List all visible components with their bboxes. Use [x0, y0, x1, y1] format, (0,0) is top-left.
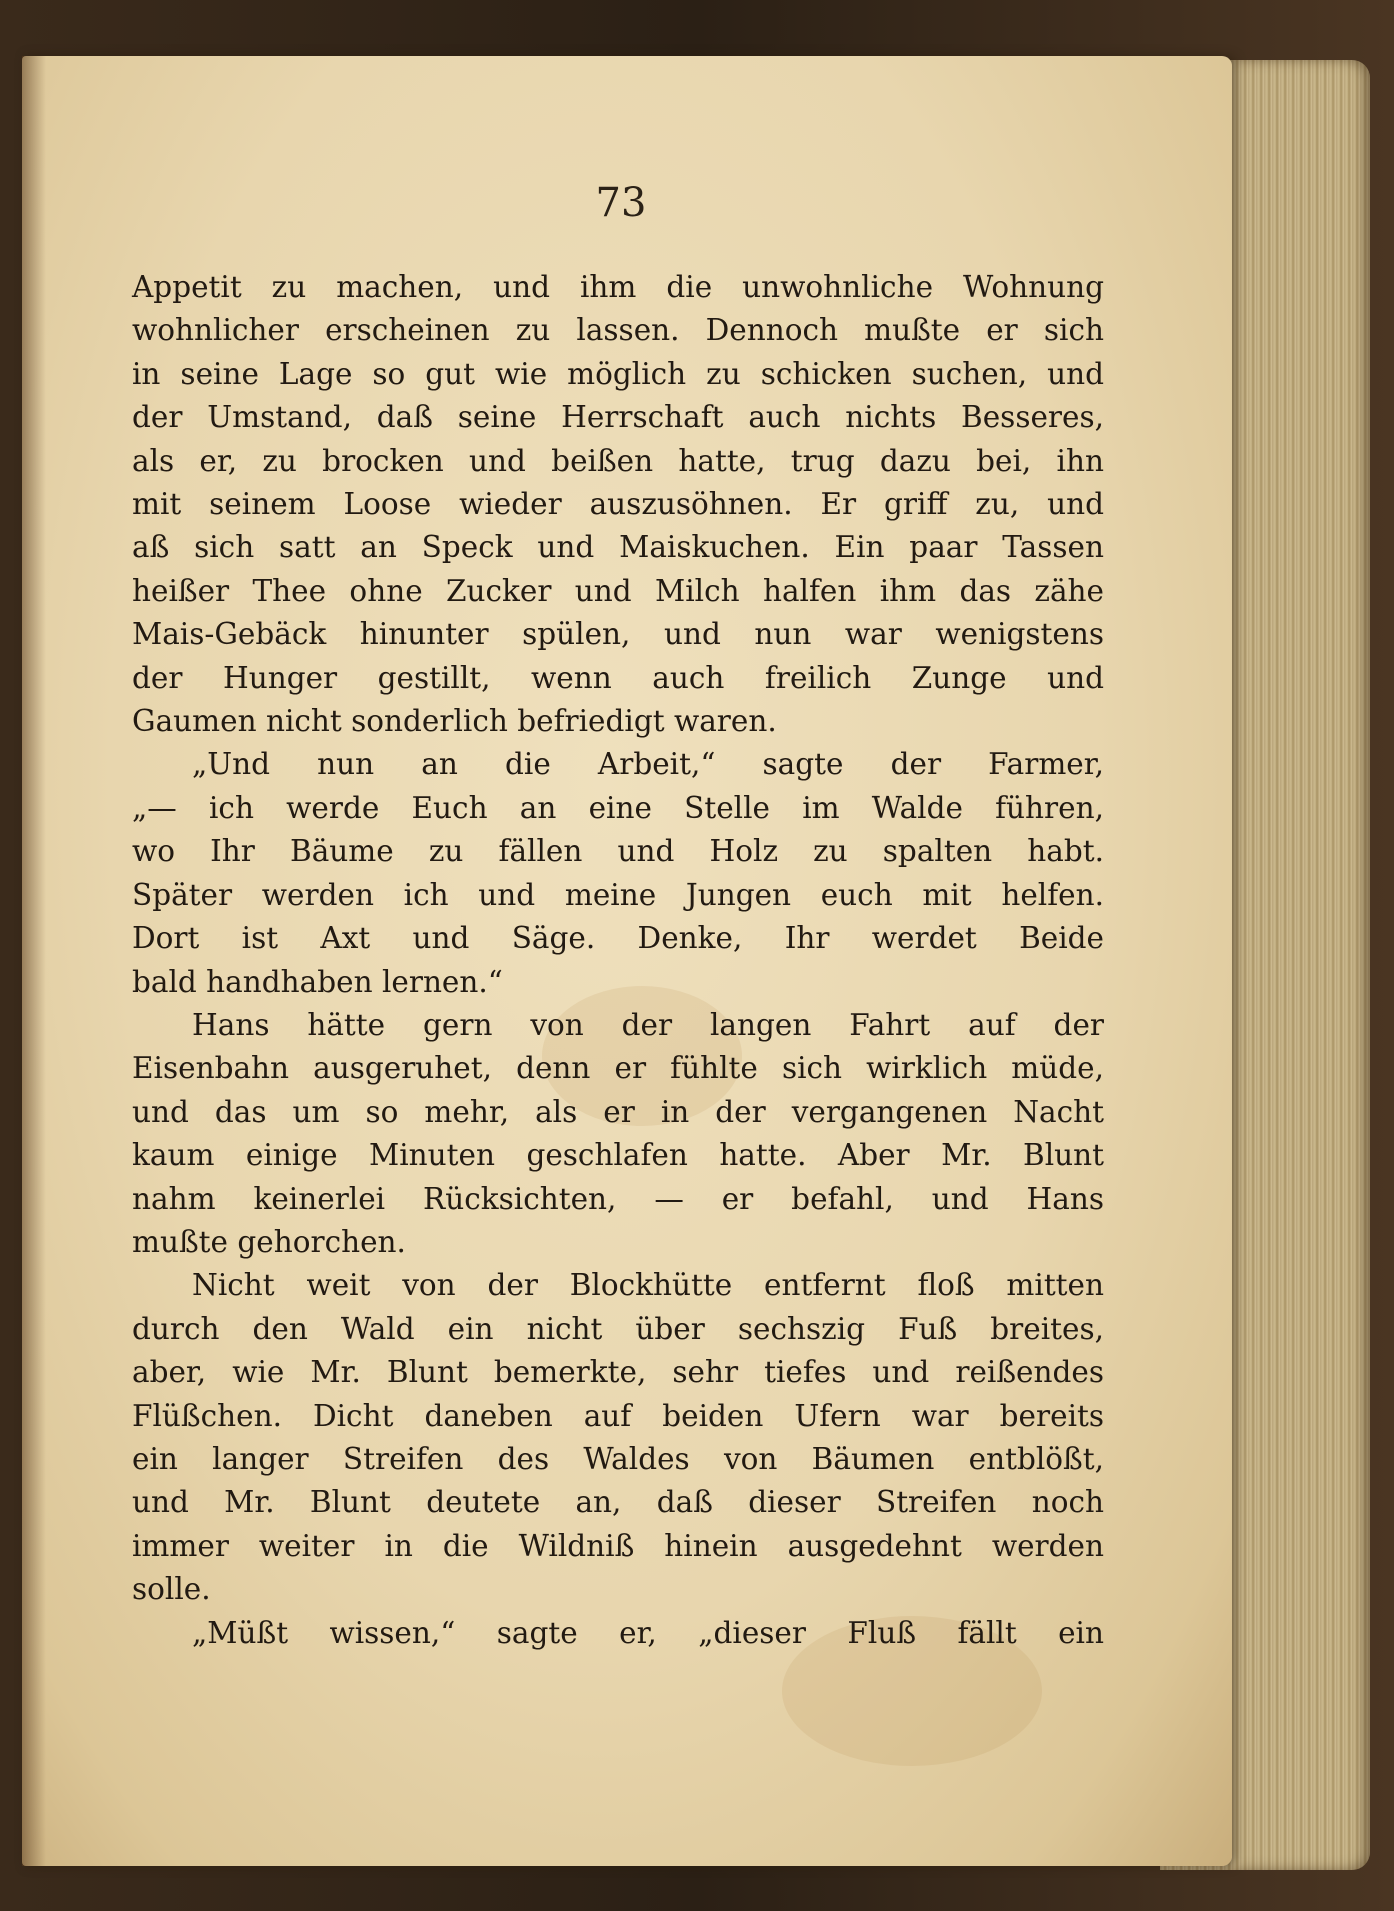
text-line: mußte gehorchen. [132, 1224, 406, 1259]
text-line: wo Ihr Bäume zu fällen und Holz zu spalten habt. [132, 834, 1104, 869]
text-line: Flüßchen. Dicht daneben auf beiden Ufern war bereits [132, 1398, 1104, 1433]
text-line: ein langer Streifen des Waldes von Bäumen entblößt, [132, 1441, 1104, 1476]
text-line: durch den Wald ein nicht über sechszig Fuß breites, [132, 1311, 1104, 1346]
book-page [22, 56, 1232, 1866]
text-line: bald handhaben lernen.“ [132, 964, 503, 999]
text-line: aß sich satt an Speck und Maiskuchen. Ein paar Tassen [132, 530, 1104, 565]
text-line: wohnlicher erscheinen zu lassen. Dennoch mußte er sich [132, 313, 1104, 348]
text-line: und das um so mehr, als er in der vergangenen Nacht [132, 1094, 1104, 1129]
text-line: in seine Lage so gut wie möglich zu schicken suchen, und [132, 356, 1104, 391]
text-line: solle. [132, 1572, 211, 1607]
page-number: 73 [595, 180, 647, 226]
text-line: kaum einige Minuten geschlafen hatte. Aber Mr. Blunt [132, 1138, 1104, 1173]
page-gutter [22, 56, 46, 1866]
text-line: Später werden ich und meine Jungen euch mit helfen. [132, 877, 1104, 912]
text-line: „Und nun an die Arbeit,“ sagte der Farmer, [192, 747, 1104, 782]
text-line: immer weiter in die Wildniß hinein ausgedehnt werden [132, 1528, 1104, 1563]
text-line: nahm keinerlei Rücksichten, — er befahl, und Hans [132, 1181, 1104, 1216]
text-line: Nicht weit von der Blockhütte entfernt floß mitten [192, 1268, 1104, 1303]
text-line: aber, wie Mr. Blunt bemerkte, sehr tiefes und reißendes [132, 1355, 1104, 1390]
text-line: mit seinem Loose wieder auszusöhnen. Er griff zu, und [132, 487, 1104, 522]
text-line: Eisenbahn ausgeruhet, denn er fühlte sich wirklich müde, [132, 1051, 1104, 1086]
text-line: Hans hätte gern von der langen Fahrt auf der [192, 1007, 1104, 1042]
text-line: Gaumen nicht sonderlich befriedigt waren. [132, 704, 777, 739]
text-line: „Müßt wissen,“ sagte er, „dieser Fluß fällt ein [192, 1615, 1104, 1650]
body-text [132, 266, 1104, 1655]
text-line: Dort ist Axt und Säge. Denke, Ihr werdet Beide [132, 921, 1104, 956]
text-line: „— ich werde Euch an eine Stelle im Walde führen, [132, 790, 1104, 825]
text-line: Mais-Gebäck hinunter spülen, und nun war wenigstens [132, 617, 1104, 652]
text-line: als er, zu brocken und beißen hatte, trug dazu bei, ihn [132, 443, 1104, 478]
text-line: und Mr. Blunt deutete an, daß dieser Streifen noch [132, 1485, 1104, 1520]
text-line: der Hunger gestillt, wenn auch freilich Zunge und [132, 660, 1104, 695]
text-line: der Umstand, daß seine Herrschaft auch nichts Besseres, [132, 400, 1104, 435]
text-line: Appetit zu machen, und ihm die unwohnliche Wohnung [132, 270, 1104, 304]
text-line: heißer Thee ohne Zucker und Milch halfen ihm das zähe [132, 573, 1104, 608]
